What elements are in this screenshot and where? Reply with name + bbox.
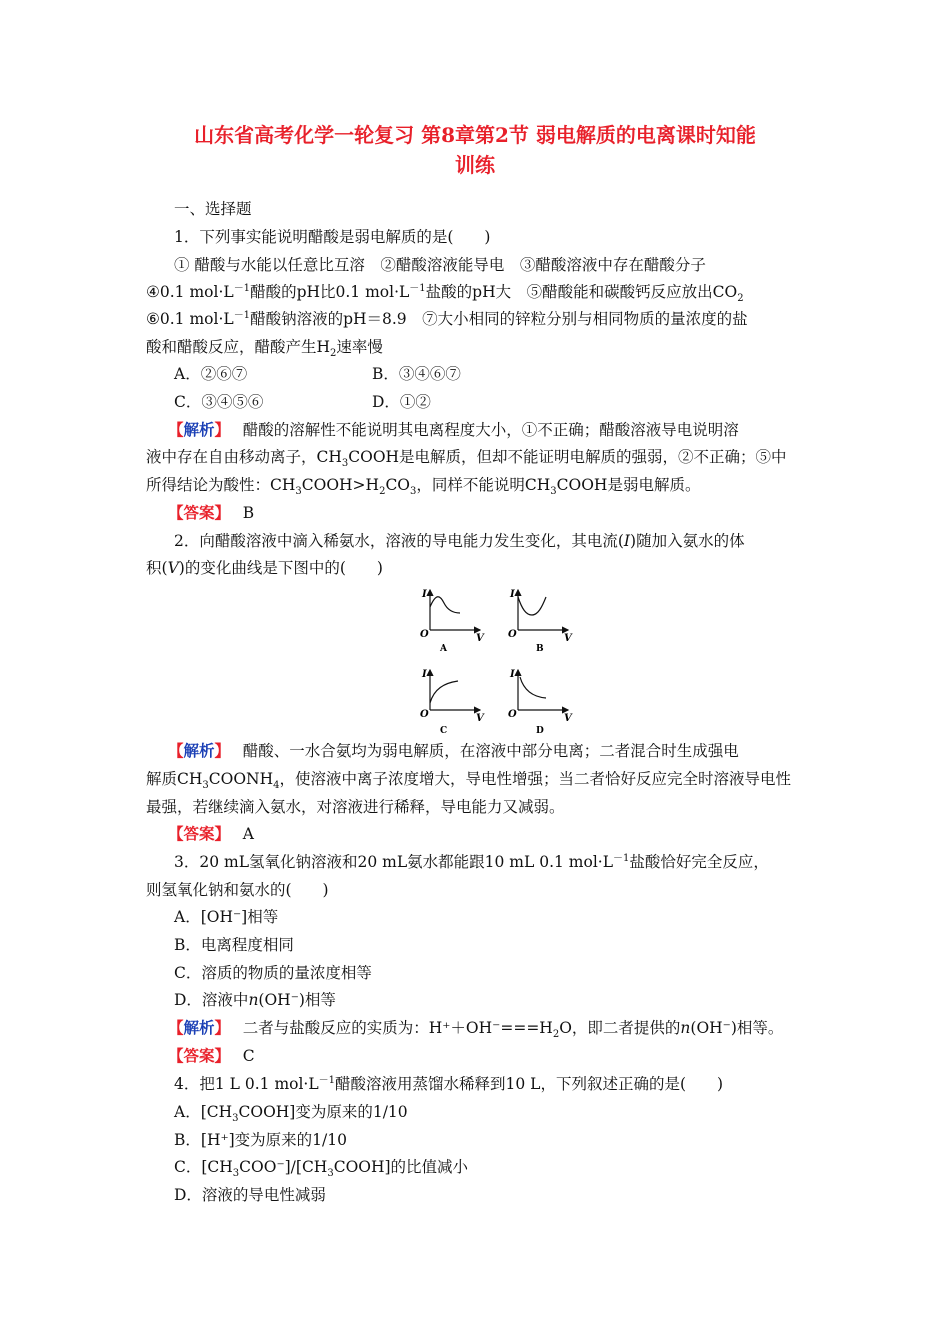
graph-b-origin: O (508, 629, 517, 640)
q4-option-c: C．$[CH_3COO^-]/[CH_3COOH]$的比值减小 (174, 1158, 469, 1180)
q3-stem-line1: 3．20 mL氢氧化钠溶液和20 mL氨水都能跟10 mL 0.1 $mol\cdot L^{-1}$盐酸恰好完全反应， (174, 852, 769, 871)
graph-c (420, 669, 485, 736)
q3-option-a: A．[OH⁻]相等 (174, 908, 279, 926)
q2-stem-line1: 2．向醋酸溶液中滴入稀氨水，溶液的导电能力发生变化，其电流(I)随加入氨水的体 (174, 532, 745, 550)
q2-answer: 【答案】 A (168, 824, 254, 843)
q1-line3: ⑥0.1 $mol\cdot L^{-1}$醋酸钠溶液的pH＝8.9 ⑦大小相同的锌粒分别与相同物质的量浓度的盐 (146, 309, 748, 328)
q1-line1: ① 醋酸与水能以任意比互溶 ②醋酸溶液能导电 ③醋酸溶液中存在醋酸分子 (174, 256, 706, 274)
analysis-tag: 【解析】 (168, 1018, 223, 1037)
graph-d-axis-v: V (564, 713, 572, 724)
q1-option-b: B．③④⑥⑦ (372, 365, 461, 383)
graph-b (508, 589, 573, 654)
q1-line2: ④0.1 $mol\cdot L^{-1}$醋酸的pH比0.1 $mol\cdot L^{-1}$盐酸的pH大 ⑤醋酸能和碳酸钙反应放出$CO_2$ (146, 282, 744, 305)
q1-stem: 1．下列事实能说明醋酸是弱电解质的是( ) (174, 228, 491, 246)
q3-analysis: 【解析】 二者与盐酸反应的实质为：$H^++OH^-===H_2O$，即二者提供的n(OH⁻)相等。 (168, 1018, 784, 1041)
graph-a-label: A (440, 644, 447, 654)
q4-stem: 4．把1 L 0.1 $mol\cdot L^{-1}$醋酸溶液用蒸馏水稀释到10 L，下列叙述正确的是( ) (174, 1074, 724, 1093)
document-title: 山东省高考化学一轮复习 第8章第2节 弱电解质的电离课时知能 训练 (194, 123, 756, 177)
graph-c-origin: O (420, 709, 429, 720)
q1-analysis-line2: 液中存在自由移动离子，$CH_3COOH$是电解质，但却不能证明电解质的强弱，②不正确；⑤中 (146, 448, 787, 470)
q2-analysis-line2: 解质$CH_3COONH_4$，使溶液中离子浓度增大，导电性增强；当二者恰好反应完全时溶液导电性 (146, 770, 792, 792)
graph-a-axis-i: I (422, 589, 427, 600)
answer-tag: 【答案】 (168, 1046, 223, 1065)
q1-option-d: D．①② (372, 393, 431, 411)
graph-d-origin: O (508, 709, 517, 720)
q4-option-a: A．$[CH_3COOH]$变为原来的1/10 (174, 1103, 408, 1125)
analysis-tag: 【解析】 (168, 420, 223, 439)
graph-a-origin: O (420, 629, 429, 640)
q2-analysis-line1: 【解析】 醋酸、一水合氨均为弱电解质，在溶液中部分电离；二者混合时生成强电 (168, 741, 739, 760)
answer-tag: 【答案】 (168, 824, 223, 843)
q2-graphs-figure (410, 585, 580, 745)
q1-option-a: A．②⑥⑦ (174, 365, 248, 383)
q1-analysis-line3: 所得结论为酸性：$CH_3COOH>H_2CO_3$，同样不能说明$CH_3COOH$是弱电解质。 (146, 476, 701, 498)
graph-b-axis-i: I (510, 589, 515, 600)
graph-c-axis-v: V (476, 713, 484, 724)
answer-tag: 【答案】 (168, 503, 223, 522)
q1-analysis-line1: 【解析】 醋酸的溶解性不能说明其电离程度大小，①不正确；醋酸溶液导电说明溶 (168, 420, 739, 439)
graph-b-label: B (536, 644, 544, 654)
q1-answer: 【答案】 B (168, 503, 255, 522)
q1-option-c: C．③④⑤⑥ (174, 393, 264, 411)
q3-stem-line2: 则氢氧化钠和氨水的( ) (146, 881, 329, 899)
section-heading: 一、选择题 (174, 200, 252, 218)
graph-d (508, 669, 573, 736)
graph-a-axis-v: V (476, 633, 484, 644)
q1-line4: 酸和醋酸反应，醋酸产生$H_2$速率慢 (146, 338, 383, 360)
q2-analysis-line3: 最强，若继续滴入氨水，对溶液进行稀释，导电能力又减弱。 (146, 798, 565, 816)
q4-option-d: D．溶液的导电性减弱 (174, 1186, 326, 1204)
q3-option-d: D．溶液中n(OH⁻)相等 (174, 991, 336, 1009)
graph-c-axis-i: I (422, 669, 427, 680)
q3-option-b: B．电离程度相同 (174, 936, 294, 954)
q3-answer: 【答案】 C (168, 1046, 255, 1065)
graph-d-axis-i: I (510, 669, 515, 680)
graph-d-label: D (536, 726, 544, 736)
graph-a (420, 589, 485, 654)
graph-b-axis-v: V (564, 633, 572, 644)
graph-c-label: C (440, 726, 448, 736)
analysis-tag: 【解析】 (168, 741, 223, 760)
q3-option-c: C．溶质的物质的量浓度相等 (174, 964, 372, 982)
q4-option-b: B．[H⁺]变为原来的1/10 (174, 1131, 347, 1149)
q2-stem-line2: 积(V)的变化曲线是下图中的( ) (146, 559, 383, 577)
